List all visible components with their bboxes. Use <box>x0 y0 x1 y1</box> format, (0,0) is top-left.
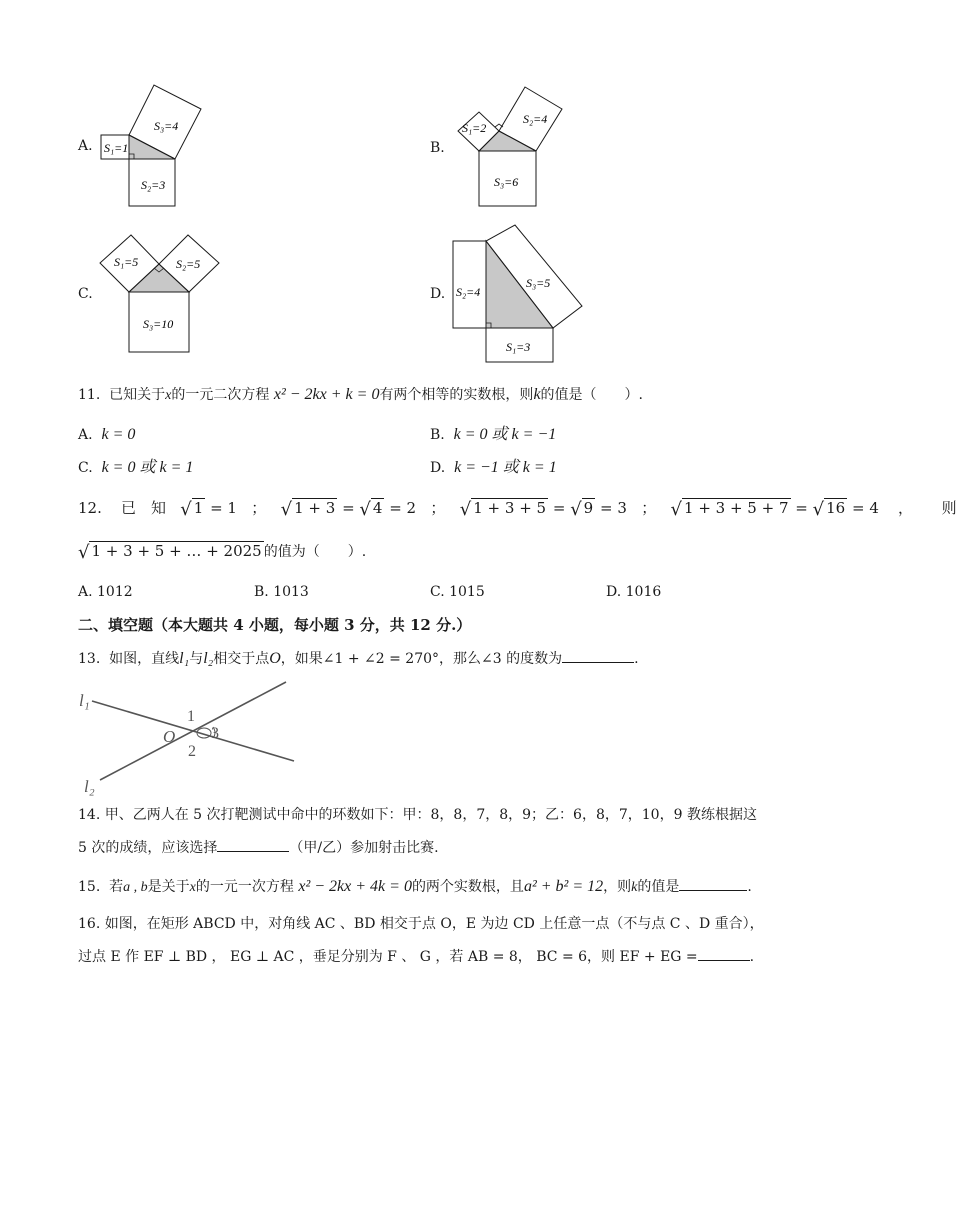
option-b-figure <box>448 84 574 212</box>
c-s2: S₂=5 <box>176 257 201 271</box>
b-s2: S₂=4 <box>523 112 548 126</box>
q14-answer-blank[interactable] <box>217 837 289 852</box>
q13-figure <box>76 680 298 796</box>
question-11: 11. 已知关于x的一元二次方程 x² − 2kx + k = 0有两个相等的实数根，则k的值是（ ）. <box>78 386 643 403</box>
q16-answer-blank[interactable] <box>698 946 750 961</box>
q11-option-a: A. k = 0 <box>78 426 136 443</box>
question-13: 13. 如图，直线l₁与l₂相交于点O，如果∠1 + ∠2 = 270°，那么∠3 的度数为 . <box>78 650 639 667</box>
q13-answer-blank[interactable] <box>562 648 634 663</box>
c-s1: S₁=5 <box>114 255 139 269</box>
option-a-figure <box>96 84 222 212</box>
b-s1: S₁=2 <box>462 121 487 135</box>
d-s3: S₃=5 <box>526 276 551 290</box>
option-c-label: C. <box>78 286 93 302</box>
question-12-line1: 12. 已 知 √ 1 = 1 ； √ 1 + 3 = √ 4 = 2 ； √ 1 + 3 + 5 = √ 9 = 3 ； √ 1 + 3 + 5 + 7 = √ 16 = 4 ， 则 <box>78 499 957 520</box>
fig-o: O <box>163 727 176 746</box>
a-s1: S₁=1 <box>104 141 129 155</box>
d-s2: S₂=4 <box>456 285 481 299</box>
question-15: 15. 若a , b是关于x的一元一次方程 x² − 2kx + 4k = 0的两个实数根，且a² + b² = 12，则k的值是 . <box>78 878 752 895</box>
d-s1: S₁=3 <box>506 340 531 354</box>
question-16-line1: 16. 如图，在矩形 ABCD 中，对角线 AC 、BD 相交于点 O，E 为边 CD 上任意一点（不与点 C 、D 重合）， <box>78 916 764 932</box>
q12-option-d: D. 1016 <box>606 584 662 600</box>
option-d-label: D. <box>430 286 446 302</box>
fig-angle1: 1 <box>187 708 195 725</box>
option-d-figure <box>448 224 588 366</box>
option-b-label: B. <box>430 140 445 156</box>
fig-angle2: 2 <box>188 743 196 760</box>
q11-option-d: D. k = −1 或 k = 1 <box>430 459 557 476</box>
question-14-line1: 14. 甲、乙两人在 5 次打靶测试中命中的环数如下：甲：8，8，7，8，9；乙：6，8，7，10，9 教练根据这 <box>78 807 757 823</box>
fig-angle3: 3 <box>211 725 219 742</box>
q12-option-b: B. 1013 <box>254 584 309 600</box>
a-s3: S₃=4 <box>154 119 179 133</box>
b-s3: S₃=6 <box>494 175 519 189</box>
q11-option-c: C. k = 0 或 k = 1 <box>78 459 194 476</box>
option-a-label: A. <box>78 138 93 154</box>
c-s3: S₃=10 <box>143 317 174 331</box>
question-12-line2: √ 1 + 3 + 5 + … + 2025 的值为（ ）. <box>78 542 367 563</box>
q11-option-b: B. k = 0 或 k = −1 <box>430 426 557 443</box>
q12-option-a: A. 1012 <box>78 584 133 600</box>
a-s2: S₂=3 <box>141 178 166 192</box>
section-2-title: 二、填空题（本大题共 4 小题，每小题 3 分，共 12 分.） <box>78 616 472 634</box>
fig-l2: l₂ <box>84 777 95 796</box>
option-c-figure <box>96 230 226 356</box>
q12-option-c: C. 1015 <box>430 584 485 600</box>
question-14-line2: 5 次的成绩，应该选择 （甲/乙）参加射击比赛. <box>78 837 439 858</box>
fig-l1: l₁ <box>79 691 90 710</box>
question-16-line2: 过点 E 作 EF ⊥ BD ， EG ⊥ AC ，垂足分别为 F 、 G ，若 AB = 8， BC = 6，则 EF + EG = . <box>78 946 754 967</box>
q15-answer-blank[interactable] <box>679 876 747 891</box>
